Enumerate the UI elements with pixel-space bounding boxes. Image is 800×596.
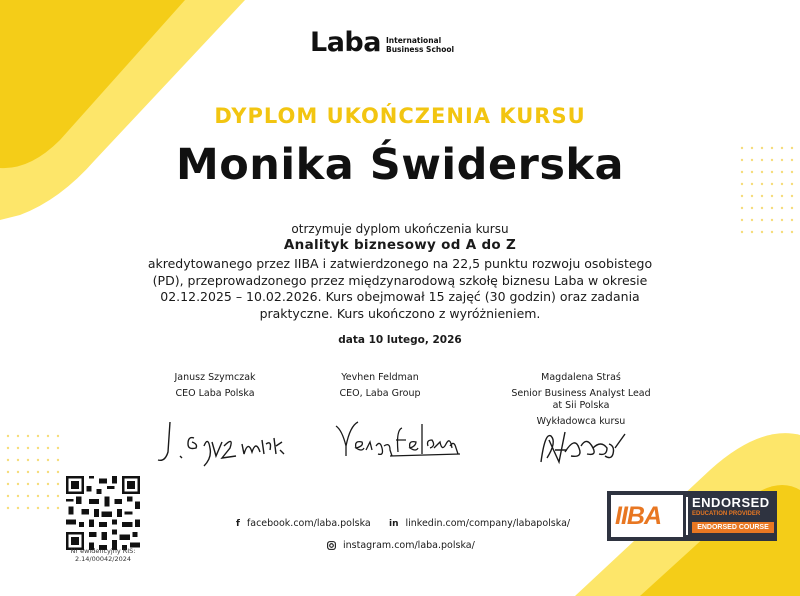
- badge-text: [692, 496, 774, 533]
- description-line: 02.12.2025 – 10.02.2026. Kurs obejmował 15 zajęć (30 godzin) oraz zadania: [160, 289, 640, 304]
- badge-divider: [686, 497, 688, 535]
- iiba-logo-text: IIBA: [615, 502, 661, 530]
- signature-2: [330, 416, 465, 464]
- logo-wordmark: Laba: [310, 27, 381, 58]
- signatory-role: Wykładowca kursu: [536, 416, 626, 427]
- signatory-role: at Sii Polska: [552, 400, 610, 411]
- description-line: praktyczne. Kurs ukończono z wyróżnieniem.: [259, 305, 541, 321]
- qr-code-icon: [66, 476, 140, 550]
- recipient-name: Monika Świderska: [175, 140, 625, 190]
- badge-course: ENDORSED COURSE: [692, 522, 774, 533]
- certificate-title: DYPLOM UKOŃCZENIA KURSU: [214, 104, 586, 128]
- iiba-endorsed-badge: [607, 491, 777, 541]
- signatory-2: [310, 372, 450, 400]
- instagram-link[interactable]: [327, 540, 475, 551]
- description-line: (PD), przeprowadzonego przez międzynarodową szkołę biznesu Laba w okresie: [152, 272, 648, 288]
- signature-3: [535, 426, 630, 468]
- facebook-link[interactable]: [236, 518, 371, 529]
- laba-logo: [310, 27, 454, 58]
- course-description: [110, 256, 690, 322]
- facebook-text: facebook.com/laba.polska: [246, 518, 371, 529]
- dot-grid-left: [7, 435, 59, 509]
- linkedin-text: linkedin.com/company/labapolska/: [405, 518, 571, 529]
- logo-subtitle-line1: International: [385, 35, 442, 45]
- iiba-logo: [611, 495, 683, 537]
- registry-value: 2.14/00042/2024: [74, 555, 132, 563]
- facebook-icon: f: [236, 518, 240, 529]
- signatory-1: [145, 372, 285, 400]
- signatory-name: Janusz Szymczak: [174, 372, 256, 383]
- logo-subtitle: [386, 36, 454, 54]
- signatory-3: [494, 372, 668, 428]
- signatory-name: Yevhen Feldman: [341, 372, 419, 383]
- signatory-role: Senior Business Analyst Lead: [511, 388, 651, 399]
- instagram-text: instagram.com/laba.polska/: [343, 540, 475, 551]
- signatory-role: CEO, Laba Group: [339, 388, 421, 399]
- issue-date: data 10 lutego, 2026: [338, 334, 462, 346]
- badge-endorsed: ENDORSED: [692, 495, 770, 510]
- description-line: akredytowanego przez IIBA i zatwierdzonego na 22,5 punktu rozwoju osobistego: [147, 256, 653, 271]
- badge-provider: EDUCATION PROVIDER: [692, 511, 761, 517]
- instagram-icon: [327, 541, 336, 550]
- course-name: Analityk biznesowy od A do Z: [283, 237, 517, 253]
- signature-1: [150, 416, 290, 470]
- linkedin-icon: in: [389, 518, 399, 529]
- registry-label: Nr ewidencyjny RIS:: [70, 547, 136, 555]
- signatory-role: CEO Laba Polska: [175, 388, 255, 399]
- linkedin-link[interactable]: [389, 518, 570, 529]
- receives-text: otrzymuje dyplom ukończenia kursu: [291, 222, 509, 236]
- logo-subtitle-line2: Business School: [385, 44, 455, 54]
- signatory-name: Magdalena Straś: [541, 372, 621, 383]
- registry-number: [60, 547, 146, 563]
